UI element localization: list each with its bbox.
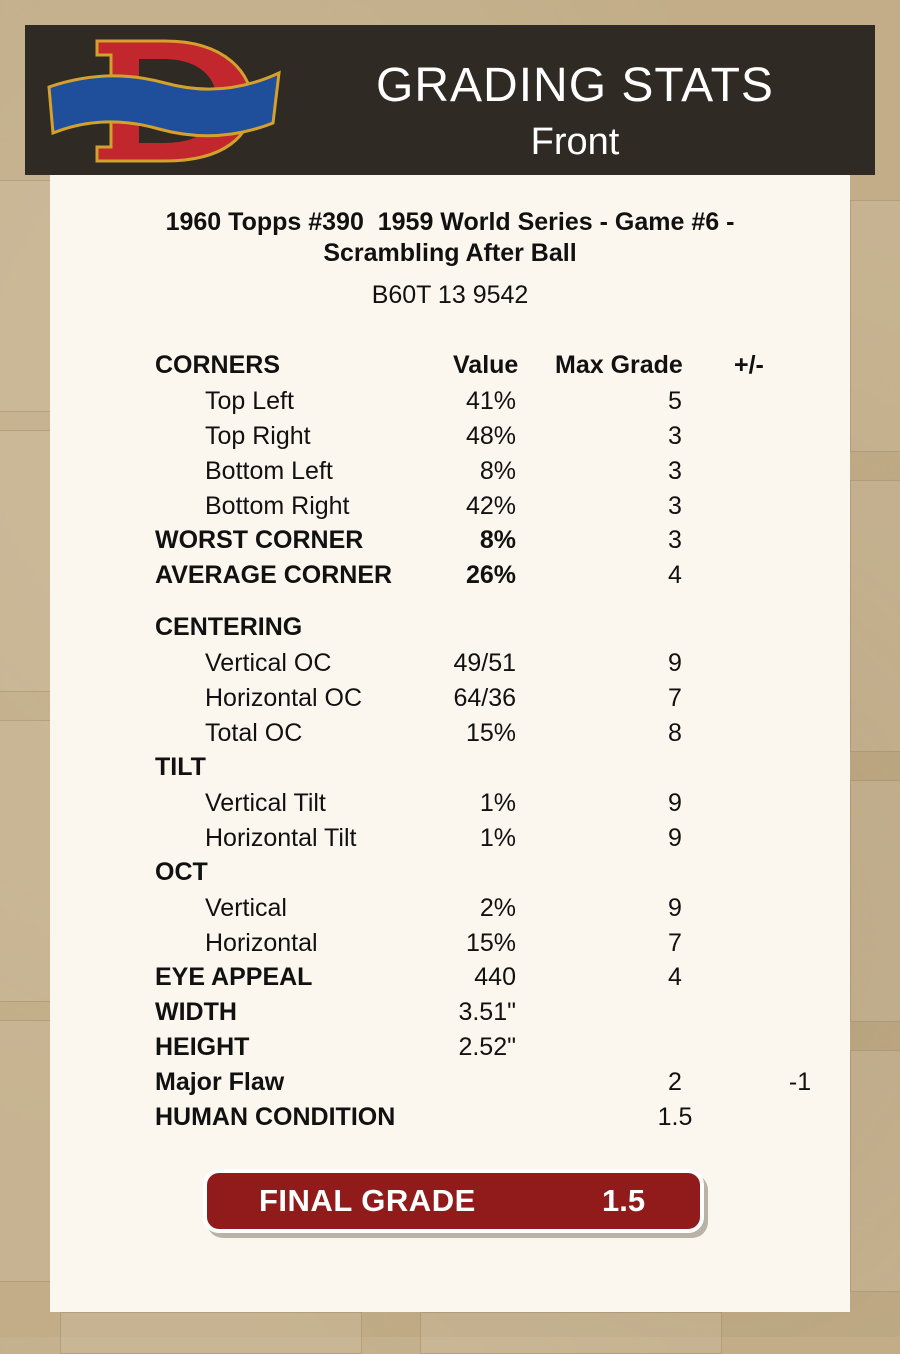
card-title <box>50 207 850 269</box>
centering-heading: CENTERING <box>155 613 303 641</box>
table-row <box>50 1102 850 1137</box>
row-label: Vertical Tilt <box>205 789 326 817</box>
oct-heading: OCT <box>155 858 208 886</box>
row-value: 15% <box>465 719 516 747</box>
cert-number: B60T 13 9542 <box>371 281 529 309</box>
row-value: 2% <box>479 894 516 922</box>
row-max-grade: 9 <box>668 824 682 852</box>
row-value: 41% <box>465 387 516 415</box>
row-max-grade: 3 <box>668 492 682 520</box>
row-label: Major Flaw <box>155 1068 285 1096</box>
table-row <box>50 962 850 997</box>
row-value: 2.52" <box>458 1033 516 1061</box>
table-row <box>50 893 850 928</box>
row-max-grade: 9 <box>668 894 682 922</box>
row-max-grade: 9 <box>668 789 682 817</box>
card-title-line1: 1960 Topps #390 1959 World Series - Game #6 - <box>165 208 735 236</box>
row-label: HEIGHT <box>155 1033 250 1061</box>
row-value: 1% <box>479 789 516 817</box>
row-max-grade: 7 <box>668 684 682 712</box>
row-value: 42% <box>465 492 516 520</box>
tilt-heading: TILT <box>155 753 206 781</box>
row-max-grade: 9 <box>668 649 682 677</box>
row-value: 1% <box>479 824 516 852</box>
row-adjustment: -1 <box>788 1068 812 1096</box>
table-row <box>50 683 850 718</box>
table-row <box>50 491 850 526</box>
row-max-grade: 3 <box>668 422 682 450</box>
section-heading-row <box>50 612 850 647</box>
table-row <box>50 718 850 753</box>
row-label: HUMAN CONDITION <box>155 1103 396 1131</box>
grading-panel <box>50 175 850 1312</box>
row-label: WIDTH <box>155 998 237 1026</box>
row-max-grade: 8 <box>668 719 682 747</box>
row-max-grade: 2 <box>668 1068 682 1096</box>
row-value: 3.51" <box>458 998 516 1026</box>
row-max-grade: 4 <box>668 561 682 589</box>
row-label: Bottom Right <box>205 492 350 520</box>
row-label: Horizontal OC <box>205 684 362 712</box>
row-max-grade: 5 <box>668 387 682 415</box>
section-heading-row <box>50 752 850 787</box>
row-max-grade: 1.5 <box>657 1103 693 1131</box>
row-label: Top Right <box>205 422 311 450</box>
final-grade-value: 1.5 <box>602 1183 646 1218</box>
corners-heading: CORNERS <box>155 351 281 379</box>
header-bar <box>25 25 875 175</box>
col-max-header: Max Grade <box>555 351 683 379</box>
final-grade-label: FINAL GRADE <box>259 1183 476 1218</box>
page-subtitle: Front <box>530 121 620 163</box>
row-label: Top Left <box>205 387 294 415</box>
row-label: Bottom Left <box>205 457 333 485</box>
section-heading-row <box>50 857 850 892</box>
row-value: 49/51 <box>453 649 516 677</box>
table-row <box>50 997 850 1032</box>
table-header-row <box>50 350 850 385</box>
row-label: Horizontal Tilt <box>205 824 357 852</box>
final-grade-banner <box>203 1169 704 1233</box>
page-title: GRADING STATS <box>376 59 774 112</box>
row-value: 64/36 <box>453 684 516 712</box>
row-label: WORST CORNER <box>155 526 364 554</box>
table-row <box>50 1032 850 1067</box>
table-row <box>50 525 850 560</box>
table-row <box>50 386 850 421</box>
row-max-grade: 7 <box>668 929 682 957</box>
row-label: AVERAGE CORNER <box>155 561 393 589</box>
row-value: 26% <box>465 561 516 589</box>
table-row <box>50 823 850 858</box>
row-max-grade: 3 <box>668 526 682 554</box>
row-label: Vertical <box>205 894 287 922</box>
table-row <box>50 928 850 963</box>
row-value: 440 <box>474 963 516 991</box>
row-value: 48% <box>465 422 516 450</box>
deans-cards-logo <box>47 37 282 165</box>
table-row <box>50 456 850 491</box>
row-label: Vertical OC <box>205 649 332 677</box>
row-max-grade: 3 <box>668 457 682 485</box>
row-value: 8% <box>479 526 516 554</box>
table-row <box>50 560 850 595</box>
row-label: Horizontal <box>205 929 318 957</box>
table-row <box>50 421 850 456</box>
row-label: EYE APPEAL <box>155 963 313 991</box>
table-row <box>50 648 850 683</box>
row-label: Total OC <box>205 719 303 747</box>
table-row <box>50 788 850 823</box>
col-value-header: Value <box>453 351 519 379</box>
col-adj-header: +/- <box>734 351 764 379</box>
row-value: 8% <box>479 457 516 485</box>
card-title-line2: Scrambling After Ball <box>323 239 577 267</box>
row-value: 15% <box>465 929 516 957</box>
row-max-grade: 4 <box>668 963 682 991</box>
table-row <box>50 1067 850 1102</box>
